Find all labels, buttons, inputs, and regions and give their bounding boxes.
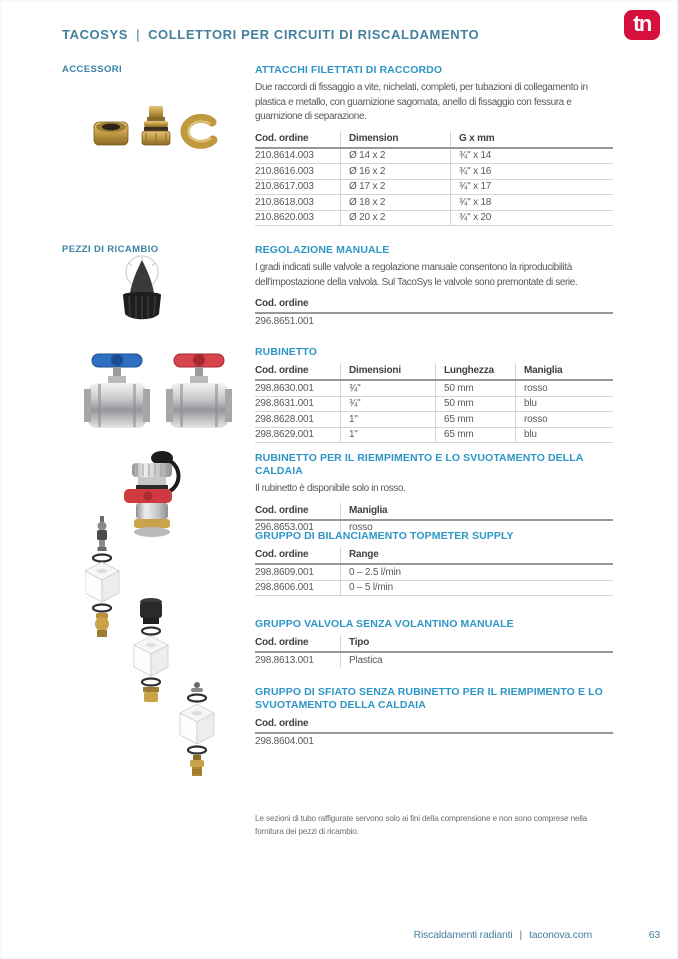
cell: ¾" x 14 [450,149,613,164]
cell: Ø 14 x 2 [340,149,450,164]
black-cap-part-icon [140,598,162,624]
product-table [255,296,613,329]
brass-adapter-icon [142,106,170,145]
table-row [255,428,613,444]
cell: 0 – 2.5 l/min [340,565,613,580]
table-row [255,565,613,581]
cell: ¾" [340,381,435,396]
cell: ¾" x 18 [450,195,613,210]
table-row [255,653,613,668]
title-separator: | [136,27,141,42]
brass-plug-icon [143,687,159,702]
table-row [255,195,613,211]
cell: blu [515,397,613,412]
cell: rosso [515,412,613,427]
table-row [255,397,613,413]
footer-separator: | [519,929,523,941]
section-attacchi-filettati [255,64,613,226]
section-heading: GRUPPO DI BILANCIAMENTO TOPMETER SUPPLY [255,530,514,542]
cell: Ø 18 x 2 [340,195,450,210]
cell: Ø 16 x 2 [340,164,450,179]
column-header: Maniglia [340,503,613,519]
cell: 298.8613.001 [255,654,314,666]
cell: 298.8631.001 [255,398,314,409]
brass-fitting-icon [190,755,204,776]
cell: ¾" [340,397,435,412]
column-header: Cod. ordine [255,365,309,376]
section-gruppo-bilanciamento [255,530,613,596]
cell: 298.8628.001 [255,413,314,425]
table-header-row [255,503,613,521]
cell: 65 mm [435,412,515,427]
table-row [255,149,613,165]
column-header: Cod. ordine [255,549,309,560]
product-table [255,635,613,668]
cell: 298.8629.001 [255,429,314,440]
cell: 210.8616.003 [255,165,314,177]
cell: 50 mm [435,397,515,412]
column-header: Cod. ordine [255,132,309,144]
cell: Plastica [340,653,613,668]
column-header: Dimension [340,131,450,147]
taconova-logo [624,10,660,40]
column-header: Range [340,547,613,563]
footnote: Le sezioni di tubo raffigurate servono solo ai fini della comprensione e non sono comprese nella fornitura dei pezzi di ricambio. [255,813,588,836]
footer-breadcrumb [414,929,592,941]
cell: ¾" x 16 [450,164,613,179]
cell: Ø 17 x 2 [340,180,450,195]
cell: rosso [340,521,613,536]
cell: 298.8609.001 [255,566,314,578]
section-heading: GRUPPO DI SFIATO SENZA RUBINETTO PER IL RIEMPIMENTO E LO SVUOTAMENTO DELLA CALDAIA [255,686,603,711]
column-header: G x mm [450,131,613,147]
cell: 298.8604.001 [255,735,314,747]
column-header: Dimensioni [340,363,435,379]
manifold-cube-icon [134,636,168,676]
o-ring-icon [93,555,111,562]
o-ring-icon [142,679,160,686]
cell: 210.8617.003 [255,181,314,192]
table-header-row [255,635,613,653]
footer-section-name: Riscaldamenti radianti [413,929,513,941]
regulation-knob-image [114,254,170,322]
footer-site-url: taconova.com [529,929,592,941]
cell: Ø 20 x 2 [340,211,450,226]
sidebar-label-pezzi-di-ricambio: PEZZI DI RICAMBIO [62,244,159,255]
cell: 0 – 5 l/min [340,581,613,596]
column-header: Maniglia [515,363,613,379]
table-header-row [255,716,613,734]
section-description: I gradi indicati sulle valvole a regolazione manuale consentono la riproducibilità dell'impostazione della valvola. Sul TacoSys le valvole sono premontate di serie. [255,262,578,288]
table-row [255,211,613,227]
sidebar-label-accessori: ACCESSORI [62,64,123,75]
section-heading: REGOLAZIONE MANUALE [255,244,390,256]
cell: ¾" x 17 [450,180,613,195]
cell: 296.8653.001 [255,522,314,533]
brass-nut-icon [94,122,128,145]
product-table [255,547,613,596]
product-table [255,716,613,749]
taconova-logo-text: tn [633,11,651,36]
ball-valves-image [84,350,234,442]
cell: ¾" x 20 [450,211,613,226]
product-table [255,363,613,443]
red-ball-valve-icon [166,354,232,428]
section-heading: RUBINETTO [255,346,317,358]
brass-fittings-image [92,100,222,152]
cell: blu [515,428,613,443]
section-gruppo-valvola [255,618,613,668]
page-title [62,27,479,42]
product-table [255,131,613,227]
section-heading: ATTACCHI FILETTATI DI RACCORDO [255,64,443,76]
table-row [255,581,613,597]
page-title-brand: TACOSYS [62,27,129,42]
column-header: Tipo [340,635,613,651]
column-header: Cod. ordine [255,718,309,729]
o-ring-icon [142,628,160,635]
valve-insert-icon [97,516,107,551]
section-heading: GRUPPO VALVOLA SENZA VOLANTINO MANUALE [255,618,514,630]
cell: 1" [340,428,435,443]
column-header: Cod. ordine [255,504,309,516]
table-row [255,164,613,180]
cell: 1" [340,412,435,427]
section-description: Il rubinetto è disponibile solo in rosso. [255,483,406,494]
table-header-row [255,131,613,149]
cell: 210.8618.003 [255,196,314,208]
section-heading: RUBINETTO PER IL RIEMPIMENTO E LO SVUOTAMENTO DELLA CALDAIA [255,452,584,477]
section-regolazione-manuale [255,244,613,329]
section-rubinetto-riempimento [255,452,613,535]
o-ring-icon [188,695,206,702]
table-row [255,412,613,428]
section-rubinetto [255,346,613,443]
o-ring-icon [188,747,206,754]
table-header-row [255,547,613,565]
cell: 296.8651.001 [255,315,314,327]
o-ring-icon [93,605,111,612]
exploded-parts-image [85,514,231,776]
cell: 210.8614.003 [255,150,314,161]
table-row [255,314,613,329]
manifold-cube-icon [85,562,119,602]
table-header-row [255,296,613,314]
cell: 298.8606.001 [255,582,314,593]
section-gruppo-sfiato [255,686,613,749]
table-row [255,381,613,397]
manifold-cube-icon [180,704,214,744]
page-title-text: COLLETTORI PER CIRCUITI DI RISCALDAMENTO [148,27,480,42]
blue-ball-valve-icon [84,354,150,428]
brass-insert-icon [95,613,109,637]
cell: 65 mm [435,428,515,443]
cell: rosso [515,381,613,396]
column-header: Cod. ordine [255,298,309,309]
cell: 210.8620.003 [255,212,314,223]
small-pin-icon [191,682,203,692]
brass-split-ring-icon [185,118,213,144]
column-header: Cod. ordine [255,637,309,648]
table-header-row [255,363,613,381]
cell: 50 mm [435,381,515,396]
table-row [255,734,613,749]
black-cap-icon [151,451,173,465]
column-header: Lunghezza [435,363,515,379]
page-number: 63 [648,929,660,941]
table-row [255,180,613,196]
section-description: Due raccordi di fissaggio a vite, nichelati, completi, per tubazioni di collegamento in plastica e metallo, con guarnizione sagomata, anello di fissaggio con fessura e guarnizione di separazione. [255,82,588,122]
cell: 298.8630.001 [255,382,314,394]
